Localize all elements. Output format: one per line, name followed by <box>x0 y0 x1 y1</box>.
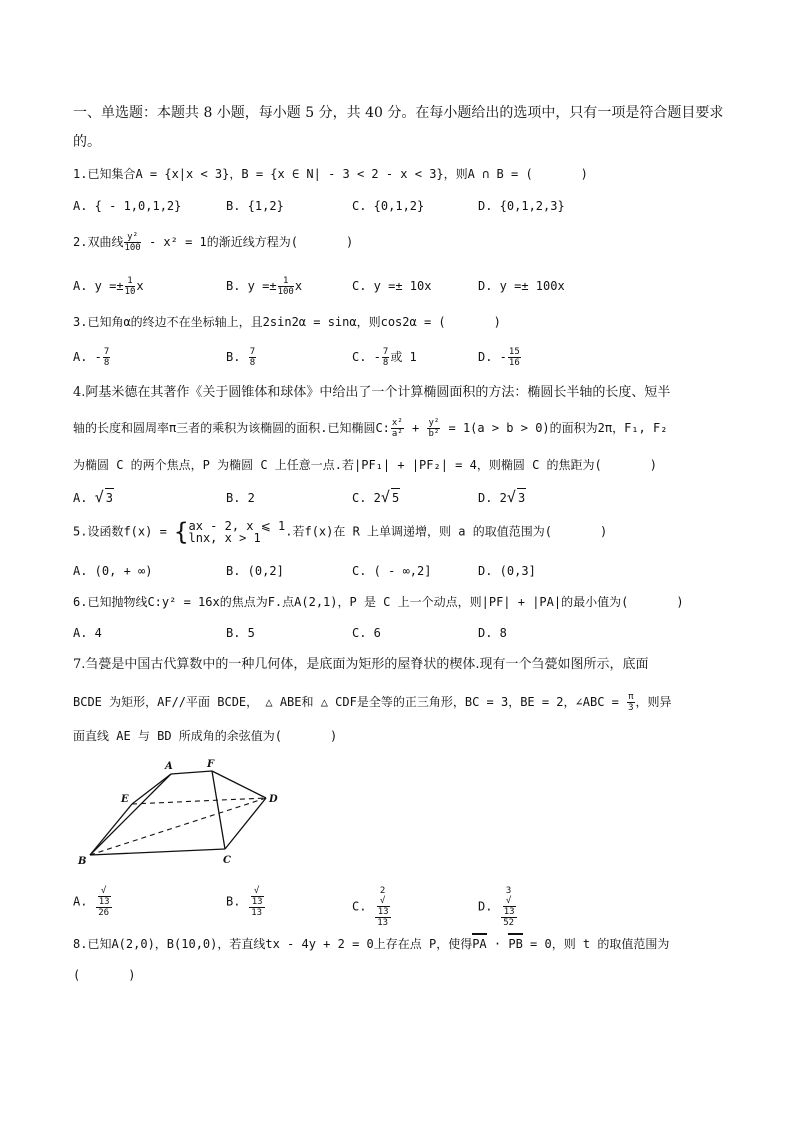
q3-option-d <box>478 347 522 368</box>
q5-stem-text-a: 5.设函数f(x) = <box>73 524 167 539</box>
q5-stem-text-b: .若f(x)在 R 上单调递增，则 a 的取值范围为( ) <box>285 524 608 539</box>
wedge-figure <box>73 752 293 872</box>
q7-option-b <box>226 886 266 918</box>
q3-optC-post: 或 1 <box>390 350 417 364</box>
edge-E-A <box>132 774 171 804</box>
q7-optB-fraction <box>249 886 265 918</box>
q5-piecewise <box>174 520 285 544</box>
edge-F-D <box>212 771 266 798</box>
radicand: 13 <box>251 897 263 907</box>
q7-line3: 面直线 AE 与 BD 所成角的余弦值为( ) <box>73 729 338 743</box>
q7-option-a <box>73 886 113 918</box>
q3-optD-fraction <box>508 347 521 368</box>
q4-line2-text-b: = 1(a > b > 0)的面积为2π，F₁, F₂ <box>441 421 668 435</box>
vertex-label-E: E <box>121 794 129 805</box>
vector-PB: PB <box>508 933 522 953</box>
q2-frac-num: y² <box>124 232 140 243</box>
frac-den: 26 <box>98 908 110 918</box>
q4-line1: 4.阿基米德在其著作《关于圆锥体和球体》中给出了一个计算椭圆面积的方法：椭圆长半轴的长度、短半 <box>73 385 671 400</box>
q3-option-a <box>73 347 111 368</box>
q4-line3: 为椭圆 C 的两个焦点，P 为椭圆 C 上任意一点.若|PF₁| + |PF₂| = 4，则椭圆 C 的焦距为( ) <box>73 458 657 472</box>
frac-num: 7 <box>103 347 110 357</box>
q7-option-d <box>478 886 518 928</box>
q4-line2 <box>73 418 667 439</box>
edge-C-D <box>225 798 266 849</box>
hidden-edge-B-D <box>90 798 266 855</box>
q4-option-c <box>352 488 400 507</box>
vector-PA: PA <box>472 933 486 953</box>
frac-den: 100 <box>277 287 294 297</box>
q3-optB-text: B. <box>226 350 248 364</box>
frac-num: y² <box>428 418 440 428</box>
q4-optA-text: A. <box>73 491 95 505</box>
dot-operator: · <box>486 937 509 951</box>
hidden-edge-E-D <box>132 798 266 804</box>
sqrt-sign: √ <box>505 896 512 906</box>
q3-option-c <box>352 347 417 368</box>
frac-num: 1 <box>278 276 294 287</box>
q6-option-c: C. 6 <box>352 626 381 640</box>
q2-option-d: D. y =± 100x <box>478 279 565 293</box>
q8-stem <box>73 933 669 953</box>
frac-den: 3 <box>628 703 634 713</box>
frac-num: 15 <box>508 347 520 357</box>
q4-plus: + <box>404 421 427 435</box>
q8-line2: ( ) <box>73 968 136 982</box>
q7-optA-text: A. <box>73 894 95 909</box>
q1-option-d: D. {0,1,2,3} <box>478 199 565 213</box>
q2-fraction <box>124 232 140 253</box>
edge-A-B <box>90 774 171 855</box>
q7-optB-text: B. <box>226 894 248 909</box>
q2-optB-fraction <box>278 276 294 297</box>
radicand: 13 <box>98 897 110 907</box>
radicand: 13 <box>377 907 389 917</box>
frac-den: a² <box>391 429 403 439</box>
q1-stem: 1.已知集合A = {x|x < 3}，B = {x ∈ N| - 3 < 2 - x < 3}，则A ∩ B = ( ) <box>73 167 588 181</box>
q2-frac-den: 100 <box>124 243 141 253</box>
q5-option-d: D. (0,3] <box>478 564 536 578</box>
q5-option-a: A. (0, + ∞) <box>73 564 153 578</box>
q3-optA-fraction <box>103 347 110 368</box>
q8-stem-text-b: = 0，则 t 的取值范围为 <box>522 937 670 951</box>
q2-optA-text: A. y =± <box>73 279 124 293</box>
q5-stem <box>73 520 607 544</box>
q4-option-a <box>73 488 114 507</box>
radicand: 5 <box>391 488 400 507</box>
q4-option-d <box>478 488 526 507</box>
frac-num: 7 <box>382 347 389 357</box>
q3-option-b <box>226 347 257 368</box>
q4-optC-text: C. 2 <box>352 491 381 505</box>
sqrt-sign: √ <box>379 896 386 906</box>
radicand: 13 <box>503 907 515 917</box>
q4-frac-x <box>391 418 404 439</box>
q3-optC-fraction <box>382 347 389 368</box>
q2-stem-text-a: 2.双曲线 <box>73 235 124 249</box>
q6-option-b: B. 5 <box>226 626 255 640</box>
frac-den: 52 <box>503 918 515 928</box>
edge-F-C <box>212 771 225 849</box>
q7-line1: 7.刍甍是中国古代算数中的一种几何体，是底面为矩形的屋脊状的楔体.现有一个刍甍如图所示，底面 <box>73 657 649 672</box>
q4-frac-y <box>427 418 440 439</box>
q2-stem <box>73 232 353 253</box>
section-heading-line1: 一、单选题：本题共 8 小题，每小题 5 分，共 40 分。在每小题给出的选项中，只有一项是符合题目要求 <box>73 105 724 121</box>
q6-option-d: D. 8 <box>478 626 507 640</box>
edge-A-F <box>171 771 212 774</box>
q3-optD-text: D. - <box>478 350 507 364</box>
q7-line2-text-b: ，则异 <box>635 695 672 709</box>
sqrt-sign: √ <box>100 886 107 896</box>
q7-optD-text: D. <box>478 899 500 914</box>
frac-den: 10 <box>124 287 136 297</box>
q2-optA-fraction <box>125 276 136 297</box>
radicand: 3 <box>517 488 526 507</box>
q2-optB-text: B. y =± <box>226 279 277 293</box>
sqrt-sign: √ <box>506 488 516 506</box>
q2-option-c: C. y =± 10x <box>352 279 432 293</box>
q7-line2-text-a: BCDE 为矩形，AF//平面 BCDE， △ ABE和 △ CDF是全等的正三角形，BC = 3，BE = 2，∠ABC = <box>73 695 627 709</box>
vertex-label-D: D <box>269 794 278 805</box>
q3-optA-text: A. - <box>73 350 102 364</box>
q6-option-a: A. 4 <box>73 626 102 640</box>
vertex-label-A: A <box>165 761 173 772</box>
q4-option-b: B. 2 <box>226 491 255 505</box>
q5-option-c: C. ( - ∞,2] <box>352 564 432 578</box>
q7-line2 <box>73 692 672 713</box>
q2-option-a <box>73 276 144 297</box>
vertex-label-C: C <box>223 855 231 866</box>
section-heading-line2: 的。 <box>73 134 101 150</box>
piece-1: ax - 2, x ⩽ 1 <box>188 519 286 533</box>
sqrt-sign: √ <box>94 488 104 506</box>
q2-stem-text-b: - x² = 1的渐近线方程为( ) <box>141 235 354 249</box>
edge-B-C <box>90 849 225 855</box>
q1-option-c: C. {0,1,2} <box>352 199 425 213</box>
coefficient: 2 <box>379 886 386 896</box>
frac-den: 8 <box>103 358 110 368</box>
piece-2: lnx, x > 1 <box>188 531 261 545</box>
frac-num: 1 <box>125 276 136 287</box>
q7-optA-fraction <box>96 886 112 918</box>
frac-num: 7 <box>249 347 256 357</box>
q2-option-b <box>226 276 302 297</box>
q7-angle-fraction <box>627 692 634 713</box>
frac-den: 13 <box>251 908 263 918</box>
frac-den: 8 <box>382 358 389 368</box>
q3-optC-text: C. - <box>352 350 381 364</box>
frac-den: 8 <box>249 358 256 368</box>
frac-den: 16 <box>508 358 520 368</box>
q4-line2-text-a: 轴的长度和圆周率π三者的乘积为该椭圆的面积.已知椭圆C: <box>73 421 390 435</box>
q5-option-b: B. (0,2] <box>226 564 284 578</box>
q3-optB-fraction <box>249 347 256 368</box>
q2-optA-x: x <box>136 279 144 293</box>
vertex-label-F: F <box>207 759 215 770</box>
q7-option-c <box>352 886 392 928</box>
coefficient: 3 <box>505 886 512 896</box>
frac-num: π <box>628 692 634 702</box>
q6-stem: 6.已知抛物线C:y² = 16x的焦点为F.点A(2,1)，P 是 C 上一个动点，则|PF| + |PA|的最小值为( ) <box>73 595 684 609</box>
q7-optC-fraction <box>375 886 391 928</box>
sqrt-sign: √ <box>253 886 260 896</box>
q4-optD-text: D. 2 <box>478 491 507 505</box>
q8-stem-text-a: 8.已知A(2,0)，B(10,0)，若直线tx - 4y + 2 = 0上存在点 P，使得 <box>73 937 473 951</box>
q1-option-a: A. { - 1,0,1,2} <box>73 199 182 213</box>
q2-optB-x: x <box>294 279 303 293</box>
q1-option-b: B. {1,2} <box>226 199 284 213</box>
q7-optC-text: C. <box>352 899 374 914</box>
radicand: 3 <box>105 488 114 507</box>
q3-stem: 3.已知角α的终边不在坐标轴上，且2sin2α = sinα，则cos2α = ( ) <box>73 315 501 329</box>
edge-B-E <box>90 804 132 855</box>
sqrt-sign: √ <box>380 488 390 506</box>
frac-den: 13 <box>377 918 389 928</box>
frac-num: x² <box>391 418 403 428</box>
frac-den: b² <box>428 429 440 439</box>
q7-optD-fraction <box>501 886 517 928</box>
vertex-label-B: B <box>78 856 87 867</box>
brace: { <box>174 518 189 546</box>
